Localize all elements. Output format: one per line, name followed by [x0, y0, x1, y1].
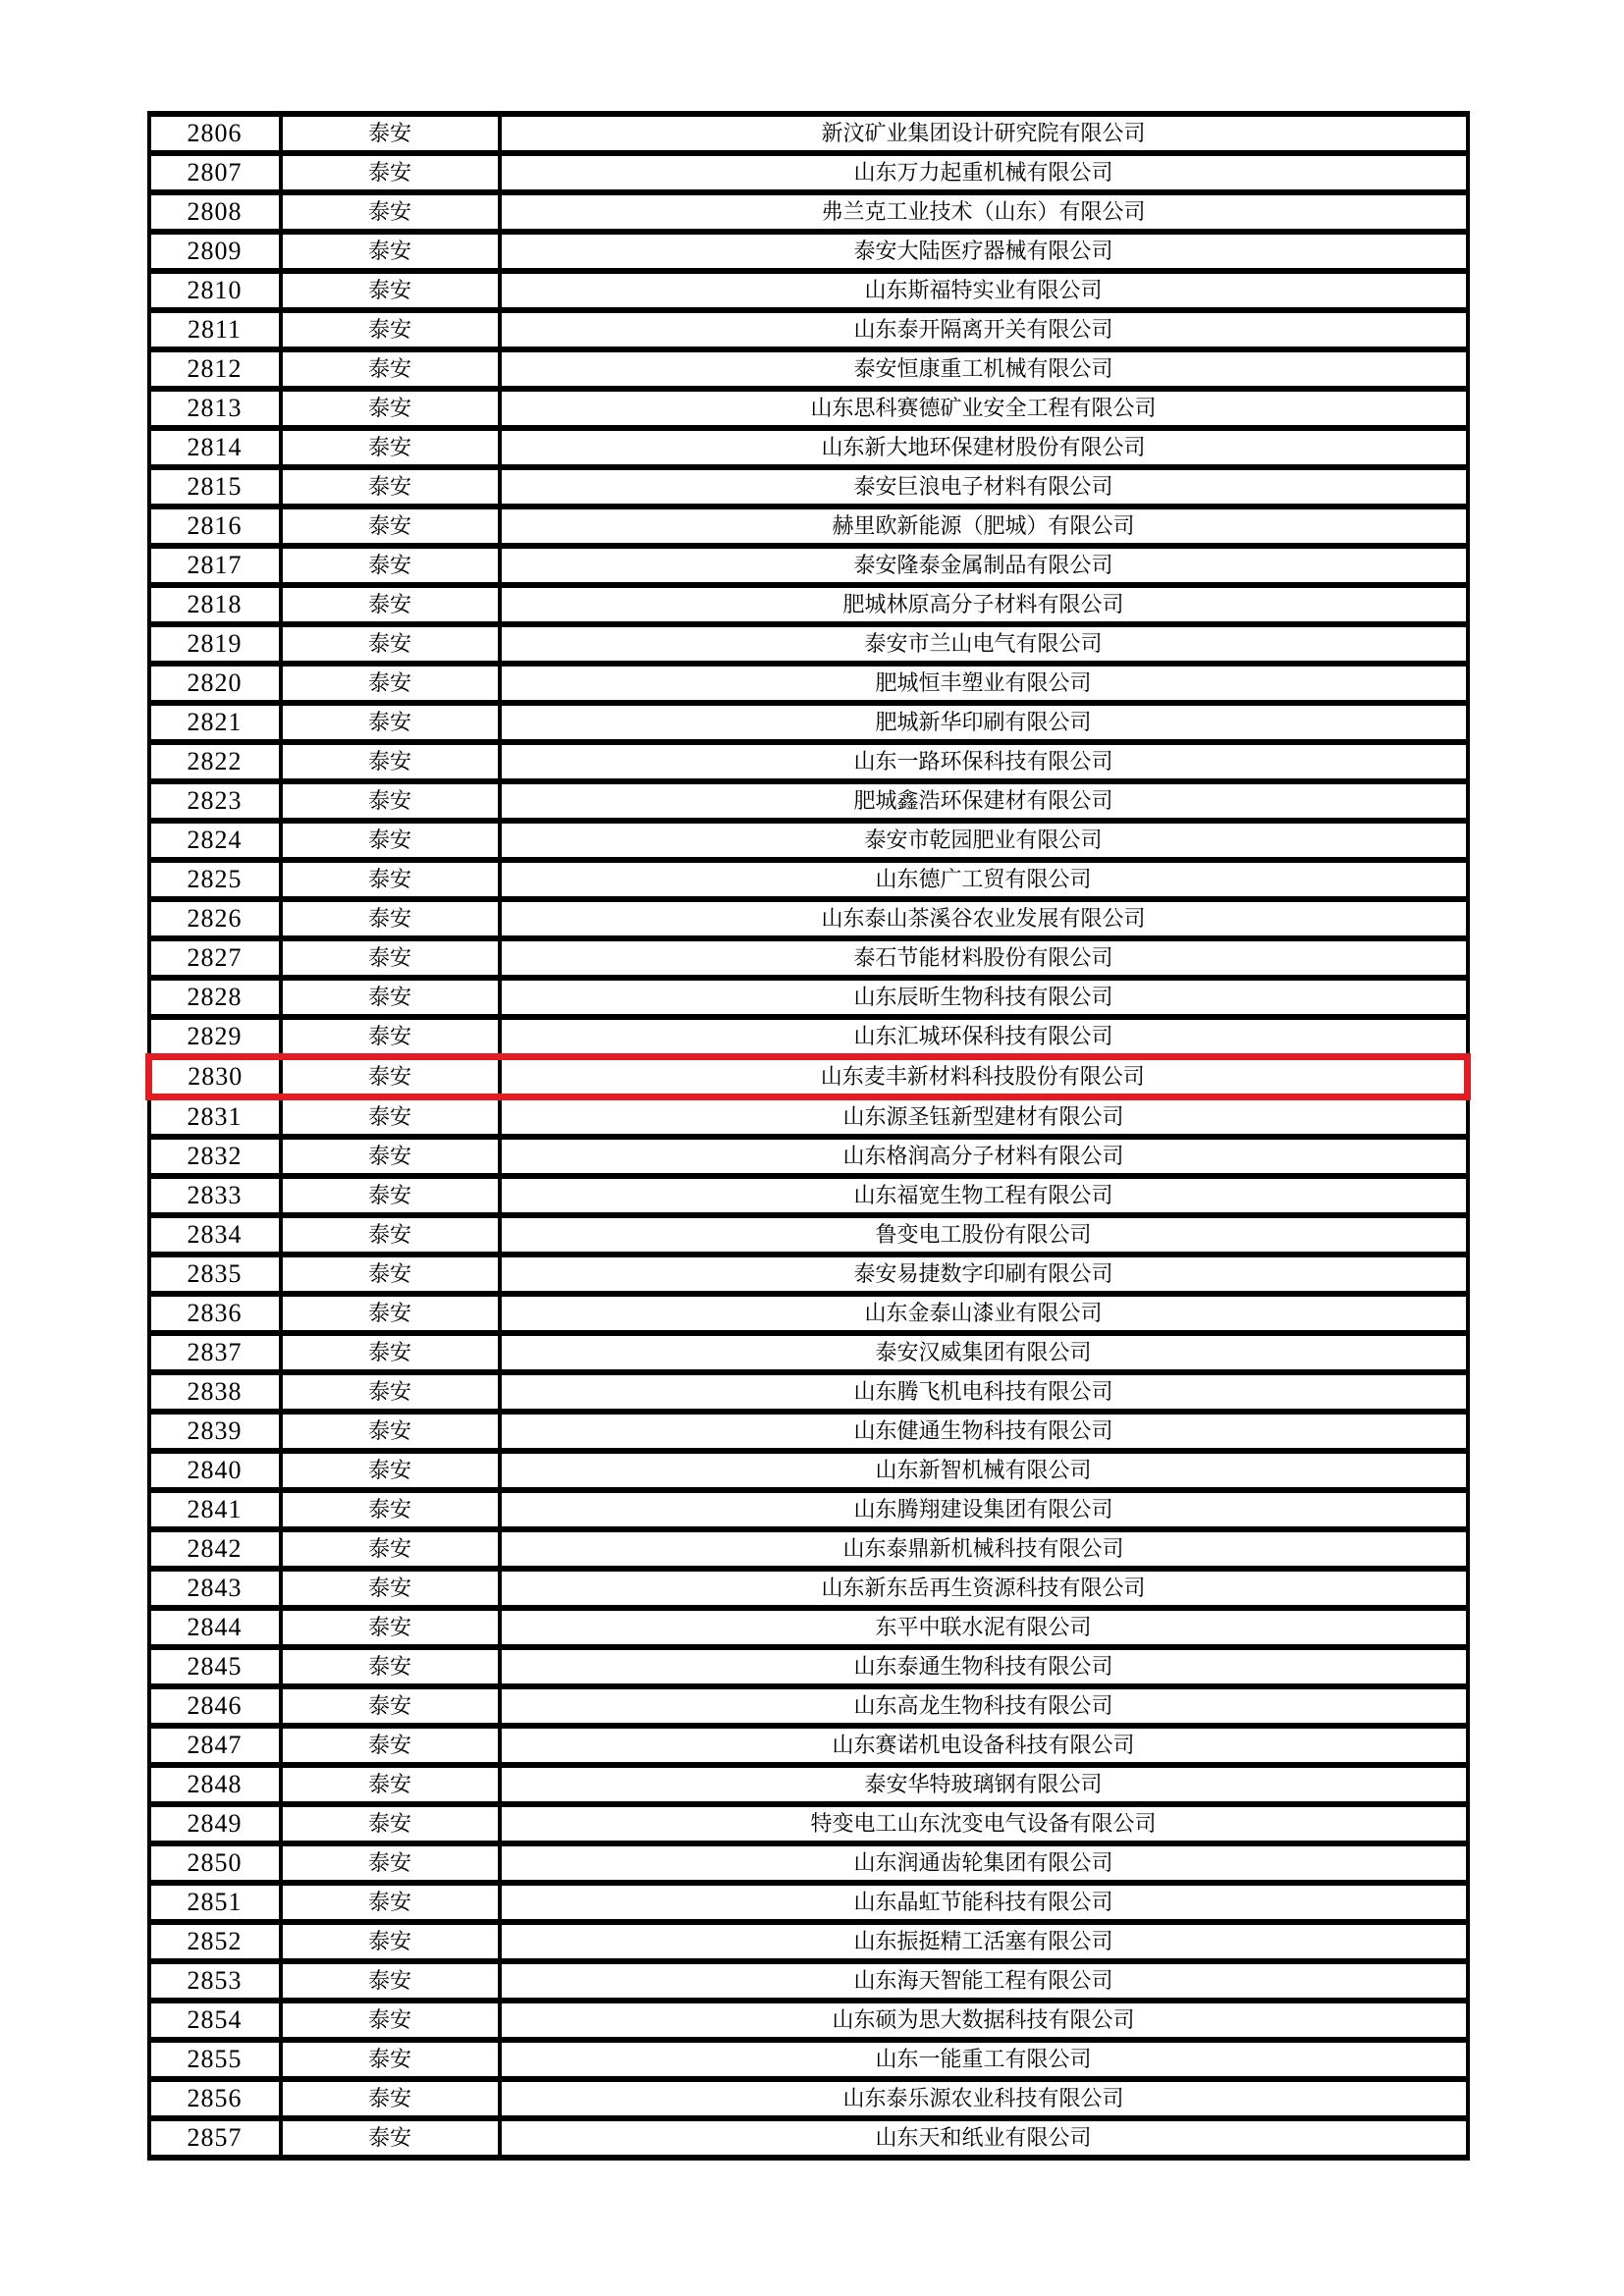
table-row [149, 860, 1468, 899]
row-city-cell: 泰安 [281, 585, 500, 624]
row-number-cell: 2809 [149, 232, 281, 271]
row-number-cell: 2810 [149, 271, 281, 310]
row-city-cell: 泰安 [281, 192, 500, 232]
row-company-cell: 山东泰乐源农业科技有限公司 [500, 2079, 1468, 2118]
row-company-cell: 山东汇城环保科技有限公司 [500, 1017, 1468, 1057]
row-city-cell: 泰安 [281, 1529, 500, 1569]
row-company-cell: 山东辰昕生物科技有限公司 [500, 978, 1468, 1017]
row-number-cell: 2853 [149, 1961, 281, 2001]
row-city-cell: 泰安 [281, 1451, 500, 1490]
row-company-cell: 特变电工山东沈变电气设备有限公司 [500, 1804, 1468, 1843]
table-row [149, 2001, 1468, 2040]
row-number-cell: 2839 [149, 1412, 281, 1451]
row-number-cell: 2855 [149, 2040, 281, 2079]
row-company-cell: 泰安恒康重工机械有限公司 [500, 349, 1468, 389]
row-company-cell: 弗兰克工业技术（山东）有限公司 [500, 192, 1468, 232]
table-row [149, 1255, 1468, 1294]
table-row [149, 467, 1468, 507]
table-row [149, 1451, 1468, 1490]
row-city-cell: 泰安 [281, 1883, 500, 1922]
table-row [149, 624, 1468, 664]
row-city-cell: 泰安 [281, 2079, 500, 2118]
row-city-cell: 泰安 [281, 1608, 500, 1647]
row-company-cell: 山东健通生物科技有限公司 [500, 1412, 1468, 1451]
row-city-cell: 泰安 [281, 1412, 500, 1451]
row-number-cell: 2824 [149, 821, 281, 860]
row-company-cell: 山东一能重工有限公司 [500, 2040, 1468, 2079]
table-row-highlighted [149, 1057, 1468, 1097]
row-company-cell: 泰石节能材料股份有限公司 [500, 938, 1468, 978]
table-row [149, 1961, 1468, 2001]
row-number-cell: 2848 [149, 1765, 281, 1804]
row-number-cell: 2856 [149, 2079, 281, 2118]
row-number-cell: 2844 [149, 1608, 281, 1647]
row-company-cell: 山东麦丰新材料科技股份有限公司 [500, 1057, 1468, 1097]
row-city-cell: 泰安 [281, 1686, 500, 1726]
table-row [149, 1608, 1468, 1647]
row-number-cell: 2825 [149, 860, 281, 899]
table-row [149, 546, 1468, 585]
company-table-body [149, 114, 1468, 2158]
table-row [149, 428, 1468, 467]
row-number-cell: 2813 [149, 389, 281, 428]
table-row [149, 1883, 1468, 1922]
row-company-cell: 山东润通齿轮集团有限公司 [500, 1843, 1468, 1883]
table-row [149, 742, 1468, 781]
row-city-cell: 泰安 [281, 1922, 500, 1961]
row-number-cell: 2818 [149, 585, 281, 624]
row-company-cell: 山东高龙生物科技有限公司 [500, 1686, 1468, 1726]
row-company-cell: 山东赛诺机电设备科技有限公司 [500, 1726, 1468, 1765]
row-company-cell: 东平中联水泥有限公司 [500, 1608, 1468, 1647]
row-company-cell: 肥城恒丰塑业有限公司 [500, 664, 1468, 703]
row-city-cell: 泰安 [281, 1804, 500, 1843]
row-company-cell: 山东硕为思大数据科技有限公司 [500, 2001, 1468, 2040]
row-number-cell: 2850 [149, 1843, 281, 1883]
row-company-cell: 泰安隆泰金属制品有限公司 [500, 546, 1468, 585]
table-row [149, 192, 1468, 232]
row-city-cell: 泰安 [281, 2040, 500, 2079]
row-city-cell: 泰安 [281, 742, 500, 781]
row-city-cell: 泰安 [281, 389, 500, 428]
row-number-cell: 2827 [149, 938, 281, 978]
row-number-cell: 2857 [149, 2118, 281, 2158]
row-company-cell: 泰安大陆医疗器械有限公司 [500, 232, 1468, 271]
row-city-cell: 泰安 [281, 1057, 500, 1097]
row-company-cell: 山东斯福特实业有限公司 [500, 271, 1468, 310]
row-number-cell: 2830 [149, 1057, 281, 1097]
table-row [149, 153, 1468, 192]
row-number-cell: 2807 [149, 153, 281, 192]
row-company-cell: 山东源圣钰新型建材有限公司 [500, 1097, 1468, 1138]
row-company-cell: 山东泰开隔离开关有限公司 [500, 310, 1468, 349]
row-company-cell: 山东晶虹节能科技有限公司 [500, 1883, 1468, 1922]
row-number-cell: 2820 [149, 664, 281, 703]
row-company-cell: 山东福宽生物工程有限公司 [500, 1176, 1468, 1215]
row-company-cell: 新汶矿业集团设计研究院有限公司 [500, 114, 1468, 153]
table-row [149, 1294, 1468, 1333]
table-row [149, 1922, 1468, 1961]
row-company-cell: 山东新大地环保建材股份有限公司 [500, 428, 1468, 467]
row-company-cell: 山东腾飞机电科技有限公司 [500, 1372, 1468, 1412]
row-company-cell: 山东思科赛德矿业安全工程有限公司 [500, 389, 1468, 428]
row-number-cell: 2838 [149, 1372, 281, 1412]
table-row [149, 1529, 1468, 1569]
row-number-cell: 2840 [149, 1451, 281, 1490]
row-city-cell: 泰安 [281, 899, 500, 938]
row-city-cell: 泰安 [281, 1961, 500, 2001]
row-city-cell: 泰安 [281, 938, 500, 978]
row-city-cell: 泰安 [281, 428, 500, 467]
row-number-cell: 2814 [149, 428, 281, 467]
row-city-cell: 泰安 [281, 1097, 500, 1138]
row-number-cell: 2808 [149, 192, 281, 232]
table-row [149, 821, 1468, 860]
row-number-cell: 2841 [149, 1490, 281, 1529]
company-list-table-wrap [145, 111, 1471, 2161]
table-row [149, 2079, 1468, 2118]
row-company-cell: 山东振挺精工活塞有限公司 [500, 1922, 1468, 1961]
row-company-cell: 泰安巨浪电子材料有限公司 [500, 467, 1468, 507]
row-company-cell: 肥城林原高分子材料有限公司 [500, 585, 1468, 624]
row-city-cell: 泰安 [281, 624, 500, 664]
row-city-cell: 泰安 [281, 1255, 500, 1294]
row-number-cell: 2816 [149, 507, 281, 546]
row-number-cell: 2845 [149, 1647, 281, 1686]
row-company-cell: 山东万力起重机械有限公司 [500, 153, 1468, 192]
table-row [149, 389, 1468, 428]
row-number-cell: 2821 [149, 703, 281, 742]
row-company-cell: 肥城鑫浩环保建材有限公司 [500, 781, 1468, 821]
row-number-cell: 2846 [149, 1686, 281, 1726]
table-row [149, 585, 1468, 624]
row-city-cell: 泰安 [281, 271, 500, 310]
row-number-cell: 2834 [149, 1215, 281, 1255]
row-company-cell: 山东新东岳再生资源科技有限公司 [500, 1569, 1468, 1608]
table-row [149, 1490, 1468, 1529]
table-row [149, 1137, 1468, 1176]
row-number-cell: 2822 [149, 742, 281, 781]
table-row [149, 1176, 1468, 1215]
row-company-cell: 山东泰鼎新机械科技有限公司 [500, 1529, 1468, 1569]
row-company-cell: 山东海天智能工程有限公司 [500, 1961, 1468, 2001]
row-company-cell: 山东腾翔建设集团有限公司 [500, 1490, 1468, 1529]
row-number-cell: 2811 [149, 310, 281, 349]
row-number-cell: 2849 [149, 1804, 281, 1843]
row-company-cell: 泰安易捷数字印刷有限公司 [500, 1255, 1468, 1294]
row-city-cell: 泰安 [281, 1569, 500, 1608]
row-number-cell: 2812 [149, 349, 281, 389]
row-number-cell: 2854 [149, 2001, 281, 2040]
row-city-cell: 泰安 [281, 2118, 500, 2158]
table-row [149, 1569, 1468, 1608]
row-city-cell: 泰安 [281, 1647, 500, 1686]
row-number-cell: 2831 [149, 1097, 281, 1138]
table-row [149, 271, 1468, 310]
table-row [149, 232, 1468, 271]
row-city-cell: 泰安 [281, 1333, 500, 1372]
row-city-cell: 泰安 [281, 232, 500, 271]
row-number-cell: 2806 [149, 114, 281, 153]
company-list-table [145, 111, 1471, 2161]
row-number-cell: 2829 [149, 1017, 281, 1057]
table-row [149, 1017, 1468, 1057]
row-city-cell: 泰安 [281, 1843, 500, 1883]
row-company-cell: 山东天和纸业有限公司 [500, 2118, 1468, 2158]
row-city-cell: 泰安 [281, 153, 500, 192]
row-company-cell: 山东格润高分子材料有限公司 [500, 1137, 1468, 1176]
table-row [149, 899, 1468, 938]
table-row [149, 1726, 1468, 1765]
row-city-cell: 泰安 [281, 703, 500, 742]
row-number-cell: 2826 [149, 899, 281, 938]
table-row [149, 1333, 1468, 1372]
row-city-cell: 泰安 [281, 349, 500, 389]
row-city-cell: 泰安 [281, 1176, 500, 1215]
table-row [149, 310, 1468, 349]
table-row [149, 507, 1468, 546]
row-city-cell: 泰安 [281, 781, 500, 821]
row-company-cell: 鲁变电工股份有限公司 [500, 1215, 1468, 1255]
table-row [149, 349, 1468, 389]
row-company-cell: 泰安市乾园肥业有限公司 [500, 821, 1468, 860]
row-city-cell: 泰安 [281, 1215, 500, 1255]
table-row [149, 1215, 1468, 1255]
table-row [149, 978, 1468, 1017]
row-city-cell: 泰安 [281, 821, 500, 860]
row-number-cell: 2847 [149, 1726, 281, 1765]
table-row [149, 2118, 1468, 2158]
row-city-cell: 泰安 [281, 114, 500, 153]
table-row [149, 1647, 1468, 1686]
row-number-cell: 2832 [149, 1137, 281, 1176]
row-number-cell: 2836 [149, 1294, 281, 1333]
row-number-cell: 2828 [149, 978, 281, 1017]
row-company-cell: 肥城新华印刷有限公司 [500, 703, 1468, 742]
row-company-cell: 泰安华特玻璃钢有限公司 [500, 1765, 1468, 1804]
table-row [149, 114, 1468, 153]
row-city-cell: 泰安 [281, 1765, 500, 1804]
row-city-cell: 泰安 [281, 467, 500, 507]
row-city-cell: 泰安 [281, 1372, 500, 1412]
row-company-cell: 泰安市兰山电气有限公司 [500, 624, 1468, 664]
row-city-cell: 泰安 [281, 978, 500, 1017]
row-city-cell: 泰安 [281, 860, 500, 899]
table-row [149, 1843, 1468, 1883]
row-city-cell: 泰安 [281, 2001, 500, 2040]
row-number-cell: 2835 [149, 1255, 281, 1294]
row-number-cell: 2852 [149, 1922, 281, 1961]
row-company-cell: 山东德广工贸有限公司 [500, 860, 1468, 899]
table-row [149, 2040, 1468, 2079]
table-row [149, 1372, 1468, 1412]
row-city-cell: 泰安 [281, 1726, 500, 1765]
row-city-cell: 泰安 [281, 310, 500, 349]
row-company-cell: 山东泰通生物科技有限公司 [500, 1647, 1468, 1686]
row-company-cell: 泰安汉威集团有限公司 [500, 1333, 1468, 1372]
table-row [149, 938, 1468, 978]
row-number-cell: 2837 [149, 1333, 281, 1372]
row-city-cell: 泰安 [281, 1490, 500, 1529]
table-row [149, 664, 1468, 703]
table-row [149, 1765, 1468, 1804]
row-city-cell: 泰安 [281, 1294, 500, 1333]
row-city-cell: 泰安 [281, 664, 500, 703]
row-company-cell: 山东金泰山漆业有限公司 [500, 1294, 1468, 1333]
row-company-cell: 山东泰山茶溪谷农业发展有限公司 [500, 899, 1468, 938]
row-number-cell: 2819 [149, 624, 281, 664]
row-number-cell: 2842 [149, 1529, 281, 1569]
table-row [149, 1804, 1468, 1843]
row-number-cell: 2851 [149, 1883, 281, 1922]
table-row [149, 1412, 1468, 1451]
row-city-cell: 泰安 [281, 1137, 500, 1176]
row-city-cell: 泰安 [281, 1017, 500, 1057]
row-number-cell: 2817 [149, 546, 281, 585]
table-row [149, 703, 1468, 742]
row-city-cell: 泰安 [281, 507, 500, 546]
row-number-cell: 2843 [149, 1569, 281, 1608]
table-row [149, 1686, 1468, 1726]
row-company-cell: 赫里欧新能源（肥城）有限公司 [500, 507, 1468, 546]
row-company-cell: 山东一路环保科技有限公司 [500, 742, 1468, 781]
table-row [149, 781, 1468, 821]
table-row [149, 1097, 1468, 1138]
row-number-cell: 2833 [149, 1176, 281, 1215]
row-company-cell: 山东新智机械有限公司 [500, 1451, 1468, 1490]
row-number-cell: 2823 [149, 781, 281, 821]
row-number-cell: 2815 [149, 467, 281, 507]
row-city-cell: 泰安 [281, 546, 500, 585]
